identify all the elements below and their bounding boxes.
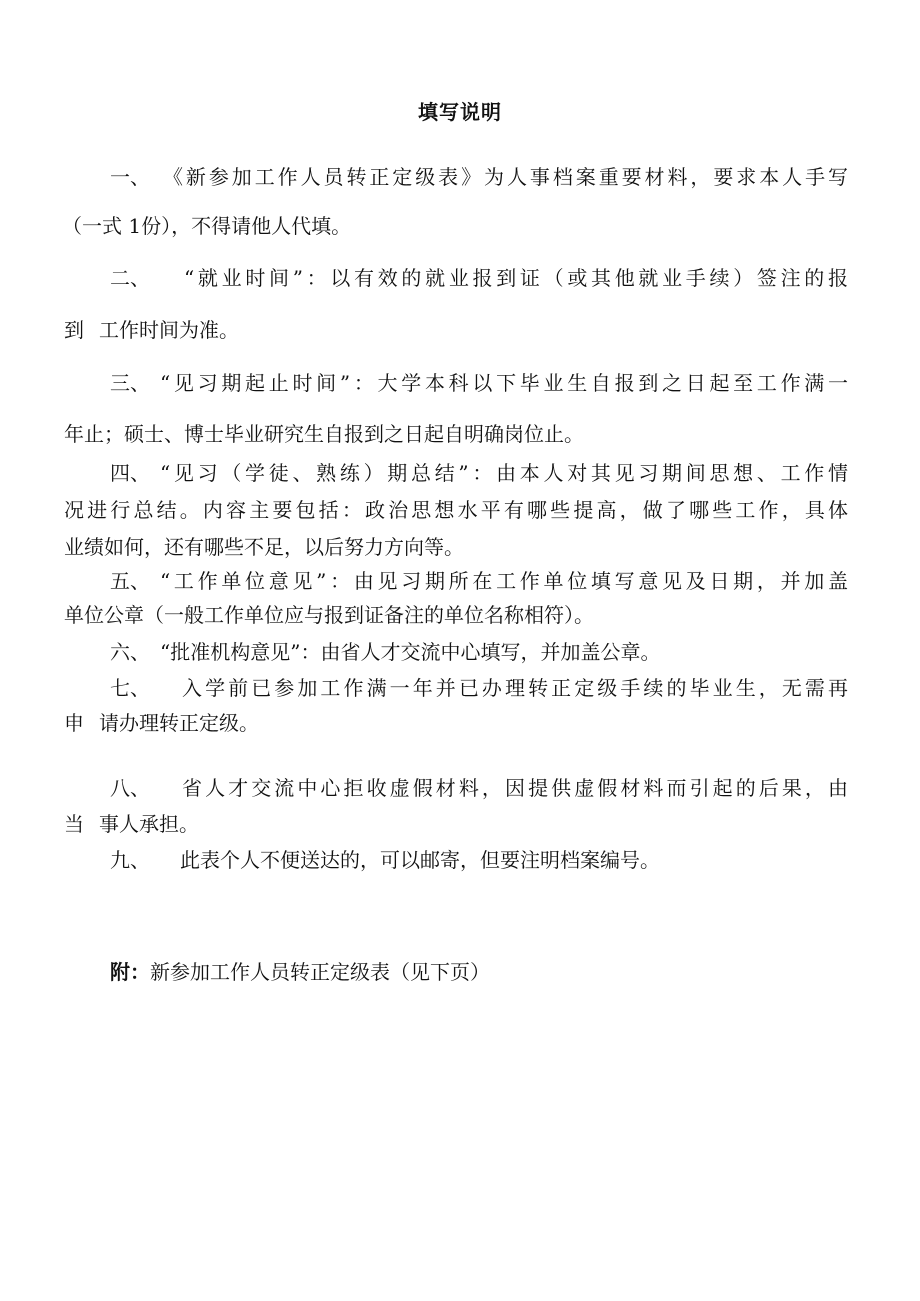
item-5-line-2: 单位公章（一般工作单位应与报到证备注的单位名称相符）。 [64,603,594,627]
item-5-number: 五、 [110,569,150,593]
item-8-line-2b: 事人承担。 [99,812,199,836]
item-6-line-1: “批准机构意见”：由省人才交流中心填写，并加盖公章。 [160,640,661,664]
item-8-line-2a: 当 [64,812,84,836]
item-3-number: 三、 [110,371,150,395]
item-7-number: 七、 [110,676,150,700]
item-1-line-2: （一式 1份），不得请他人代填。 [62,214,352,238]
attachment-label: 附： [110,960,150,984]
item-7-line-2a: 申 [64,711,84,735]
item-2-line-2a: 到 [64,318,84,342]
item-7-line-1: 入学前已参加工作满一年并已办理转正定级手续的毕业生，无需再 [182,676,848,700]
page-title: 填写说明 [418,100,502,124]
item-8-line-1: 省人才交流中心拒收虚假材料，因提供虚假材料而引起的后果，由 [182,776,848,800]
item-6-number: 六、 [110,640,150,664]
item-4-number: 四、 [110,461,150,485]
item-5-line-1: “工作单位意见”：由见习期所在工作单位填写意见及日期，并加盖 [160,569,848,593]
attachment-note [110,958,490,986]
item-4-line-1: “见习（学徒、熟练）期总结”：由本人对其见习期间思想、工作情 [160,461,848,485]
item-7-line-2b: 请办理转正定级。 [99,711,259,735]
item-2-number: 二、 [110,266,150,290]
attachment-text: 新参加工作人员转正定级表（见下页） [150,960,490,984]
item-9-line-1: 此表个人不便送达的，可以邮寄，但要注明档案编号。 [180,848,660,872]
item-3-line-1: “见习期起止时间”：大学本科以下毕业生自报到之日起至工作满一 [160,371,848,395]
item-9-number: 九、 [110,848,150,872]
item-8-number: 八、 [110,776,150,800]
item-2-line-1: “就业时间”：以有效的就业报到证（或其他就业手续）签注的报 [184,266,848,290]
item-2-line-2b: 工作时间为准。 [99,318,239,342]
item-4-line-2: 况进行总结。内容主要包括：政治思想水平有哪些提高，做了哪些工作，具体 [64,498,848,522]
item-1-number: 一、 [110,165,150,189]
item-3-line-2: 年止；硕士、博士毕业研究生自报到之日起自明确岗位止。 [64,422,584,446]
item-1-line-1: 《新参加工作人员转正定级表》为人事档案重要材料，要求本人手写 [163,165,848,189]
item-4-line-3: 业绩如何，还有哪些不足，以后努力方向等。 [64,535,464,559]
